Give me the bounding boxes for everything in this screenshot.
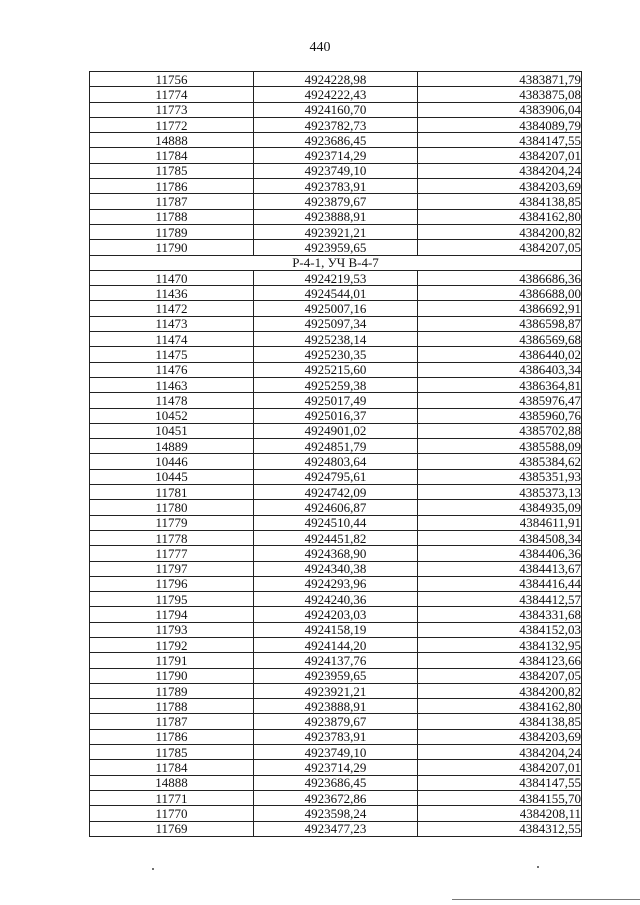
point-id-cell: 11774 [90, 87, 254, 102]
y-coordinate-cell: 4384207,01 [418, 760, 582, 775]
x-coordinate-cell: 4923749,10 [254, 745, 418, 760]
y-coordinate-cell: 4384162,80 [418, 699, 582, 714]
y-coordinate-cell: 4386598,87 [418, 316, 582, 331]
table-row [90, 423, 582, 438]
x-coordinate-cell: 4924510,44 [254, 515, 418, 530]
table-row [90, 72, 582, 87]
table-row [90, 163, 582, 178]
y-coordinate-cell: 4384207,01 [418, 148, 582, 163]
point-id-cell: 11773 [90, 102, 254, 117]
table-row [90, 530, 582, 545]
y-coordinate-cell: 4384147,55 [418, 775, 582, 790]
table-row [90, 393, 582, 408]
y-coordinate-cell: 4385588,09 [418, 439, 582, 454]
x-coordinate-cell: 4923672,86 [254, 790, 418, 805]
point-id-cell: 11476 [90, 362, 254, 377]
y-coordinate-cell: 4386692,91 [418, 301, 582, 316]
point-id-cell: 11796 [90, 576, 254, 591]
table-row [90, 775, 582, 790]
point-id-cell: 11788 [90, 209, 254, 224]
point-id-cell: 14888 [90, 775, 254, 790]
table-row [90, 316, 582, 331]
x-coordinate-cell: 4923686,45 [254, 775, 418, 790]
y-coordinate-cell: 4384138,85 [418, 714, 582, 729]
point-id-cell: 11780 [90, 500, 254, 515]
point-id-cell: 11792 [90, 637, 254, 652]
y-coordinate-cell: 4386688,00 [418, 286, 582, 301]
point-id-cell: 11784 [90, 148, 254, 163]
table-row [90, 332, 582, 347]
point-id-cell: 11785 [90, 163, 254, 178]
x-coordinate-cell: 4923714,29 [254, 148, 418, 163]
y-coordinate-cell: 4384147,55 [418, 133, 582, 148]
table-row [90, 760, 582, 775]
table-row [90, 469, 582, 484]
point-id-cell: 10452 [90, 408, 254, 423]
y-coordinate-cell: 4384412,57 [418, 592, 582, 607]
table-row [90, 806, 582, 821]
y-coordinate-cell: 4385702,88 [418, 423, 582, 438]
table-row [90, 362, 582, 377]
table-row [90, 668, 582, 683]
point-id-cell: 11771 [90, 790, 254, 805]
point-id-cell: 11793 [90, 622, 254, 637]
x-coordinate-cell: 4924368,90 [254, 546, 418, 561]
section-title: Р-4-1, УЧ В-4-7 [90, 255, 582, 270]
point-id-cell: 11756 [90, 72, 254, 87]
x-coordinate-cell: 4923879,67 [254, 194, 418, 209]
y-coordinate-cell: 4384200,82 [418, 683, 582, 698]
y-coordinate-cell: 4384204,24 [418, 745, 582, 760]
y-coordinate-cell: 4384935,09 [418, 500, 582, 515]
table-row [90, 729, 582, 744]
table-row [90, 377, 582, 392]
point-id-cell: 11470 [90, 270, 254, 285]
y-coordinate-cell: 4384413,67 [418, 561, 582, 576]
x-coordinate-cell: 4923959,65 [254, 240, 418, 255]
y-coordinate-cell: 4384312,55 [418, 821, 582, 836]
table-row [90, 102, 582, 117]
point-id-cell: 11472 [90, 301, 254, 316]
x-coordinate-cell: 4924228,98 [254, 72, 418, 87]
x-coordinate-cell: 4924742,09 [254, 485, 418, 500]
y-coordinate-cell: 4384208,11 [418, 806, 582, 821]
x-coordinate-cell: 4924803,64 [254, 454, 418, 469]
y-coordinate-cell: 4386403,34 [418, 362, 582, 377]
coordinates-table [89, 71, 582, 837]
x-coordinate-cell: 4923686,45 [254, 133, 418, 148]
point-id-cell: 11777 [90, 546, 254, 561]
x-coordinate-cell: 4924158,19 [254, 622, 418, 637]
table-row [90, 607, 582, 622]
table-row [90, 500, 582, 515]
point-id-cell: 11770 [90, 806, 254, 821]
x-coordinate-cell: 4924451,82 [254, 530, 418, 545]
x-coordinate-cell: 4924160,70 [254, 102, 418, 117]
y-coordinate-cell: 4386440,02 [418, 347, 582, 362]
y-coordinate-cell: 4386569,68 [418, 332, 582, 347]
point-id-cell: 11794 [90, 607, 254, 622]
point-id-cell: 14888 [90, 133, 254, 148]
table-row [90, 209, 582, 224]
point-id-cell: 11787 [90, 714, 254, 729]
point-id-cell: 11475 [90, 347, 254, 362]
table-row [90, 286, 582, 301]
scan-speck [152, 868, 154, 870]
x-coordinate-cell: 4923959,65 [254, 668, 418, 683]
x-coordinate-cell: 4924222,43 [254, 87, 418, 102]
x-coordinate-cell: 4923714,29 [254, 760, 418, 775]
x-coordinate-cell: 4925017,49 [254, 393, 418, 408]
y-coordinate-cell: 4385960,76 [418, 408, 582, 423]
point-id-cell: 11474 [90, 332, 254, 347]
point-id-cell: 11779 [90, 515, 254, 530]
y-coordinate-cell: 4384132,95 [418, 637, 582, 652]
table-row [90, 745, 582, 760]
x-coordinate-cell: 4923888,91 [254, 699, 418, 714]
y-coordinate-cell: 4384508,34 [418, 530, 582, 545]
x-coordinate-cell: 4925007,16 [254, 301, 418, 316]
table-row [90, 408, 582, 423]
page-number: 440 [309, 40, 331, 55]
y-coordinate-cell: 4385351,93 [418, 469, 582, 484]
x-coordinate-cell: 4924293,96 [254, 576, 418, 591]
table-row [90, 653, 582, 668]
y-coordinate-cell: 4384207,05 [418, 240, 582, 255]
table-row [90, 133, 582, 148]
point-id-cell: 11784 [90, 760, 254, 775]
y-coordinate-cell: 4384155,70 [418, 790, 582, 805]
point-id-cell: 10451 [90, 423, 254, 438]
y-coordinate-cell: 4384406,36 [418, 546, 582, 561]
table-row [90, 194, 582, 209]
x-coordinate-cell: 4924144,20 [254, 637, 418, 652]
table-row [90, 485, 582, 500]
point-id-cell: 11436 [90, 286, 254, 301]
x-coordinate-cell: 4923921,21 [254, 683, 418, 698]
x-coordinate-cell: 4923921,21 [254, 224, 418, 239]
x-coordinate-cell: 4923782,73 [254, 117, 418, 132]
x-coordinate-cell: 4924340,38 [254, 561, 418, 576]
x-coordinate-cell: 4925230,35 [254, 347, 418, 362]
y-coordinate-cell: 4384416,44 [418, 576, 582, 591]
table-row [90, 592, 582, 607]
y-coordinate-cell: 4383906,04 [418, 102, 582, 117]
x-coordinate-cell: 4924137,76 [254, 653, 418, 668]
table-row [90, 561, 582, 576]
table-row [90, 224, 582, 239]
point-id-cell: 11778 [90, 530, 254, 545]
x-coordinate-cell: 4924851,79 [254, 439, 418, 454]
table-row [90, 454, 582, 469]
y-coordinate-cell: 4384162,80 [418, 209, 582, 224]
table-row [90, 117, 582, 132]
point-id-cell: 10445 [90, 469, 254, 484]
table-row [90, 148, 582, 163]
table-row [90, 576, 582, 591]
table-row [90, 699, 582, 714]
y-coordinate-cell: 4384331,68 [418, 607, 582, 622]
y-coordinate-cell: 4383871,79 [418, 72, 582, 87]
scan-edge-line [452, 899, 640, 900]
x-coordinate-cell: 4923783,91 [254, 179, 418, 194]
y-coordinate-cell: 4385373,13 [418, 485, 582, 500]
y-coordinate-cell: 4384204,24 [418, 163, 582, 178]
table-row [90, 637, 582, 652]
y-coordinate-cell: 4384203,69 [418, 179, 582, 194]
x-coordinate-cell: 4925097,34 [254, 316, 418, 331]
table-row [90, 270, 582, 285]
x-coordinate-cell: 4923598,24 [254, 806, 418, 821]
table-row [90, 622, 582, 637]
table-row [90, 790, 582, 805]
y-coordinate-cell: 4384123,66 [418, 653, 582, 668]
table-row [90, 179, 582, 194]
point-id-cell: 11789 [90, 683, 254, 698]
y-coordinate-cell: 4384203,69 [418, 729, 582, 744]
y-coordinate-cell: 4384138,85 [418, 194, 582, 209]
x-coordinate-cell: 4924219,53 [254, 270, 418, 285]
x-coordinate-cell: 4923749,10 [254, 163, 418, 178]
point-id-cell: 10446 [90, 454, 254, 469]
table-row [90, 546, 582, 561]
point-id-cell: 11797 [90, 561, 254, 576]
point-id-cell: 11463 [90, 377, 254, 392]
scan-speck [537, 866, 539, 868]
point-id-cell: 11786 [90, 179, 254, 194]
x-coordinate-cell: 4924240,36 [254, 592, 418, 607]
x-coordinate-cell: 4923783,91 [254, 729, 418, 744]
x-coordinate-cell: 4925238,14 [254, 332, 418, 347]
table-row [90, 515, 582, 530]
table-row [90, 683, 582, 698]
point-id-cell: 11781 [90, 485, 254, 500]
x-coordinate-cell: 4923879,67 [254, 714, 418, 729]
x-coordinate-cell: 4924606,87 [254, 500, 418, 515]
table-row [90, 714, 582, 729]
point-id-cell: 11795 [90, 592, 254, 607]
y-coordinate-cell: 4386686,36 [418, 270, 582, 285]
point-id-cell: 11769 [90, 821, 254, 836]
x-coordinate-cell: 4925016,37 [254, 408, 418, 423]
y-coordinate-cell: 4384200,82 [418, 224, 582, 239]
table-row [90, 240, 582, 255]
table-row [90, 821, 582, 836]
x-coordinate-cell: 4924795,61 [254, 469, 418, 484]
y-coordinate-cell: 4384207,05 [418, 668, 582, 683]
x-coordinate-cell: 4923888,91 [254, 209, 418, 224]
section-row [90, 255, 582, 270]
y-coordinate-cell: 4384611,91 [418, 515, 582, 530]
y-coordinate-cell: 4384089,79 [418, 117, 582, 132]
y-coordinate-cell: 4384152,03 [418, 622, 582, 637]
x-coordinate-cell: 4923477,23 [254, 821, 418, 836]
point-id-cell: 11790 [90, 668, 254, 683]
point-id-cell: 11786 [90, 729, 254, 744]
point-id-cell: 11788 [90, 699, 254, 714]
y-coordinate-cell: 4386364,81 [418, 377, 582, 392]
table-row [90, 347, 582, 362]
x-coordinate-cell: 4924901,02 [254, 423, 418, 438]
x-coordinate-cell: 4925259,38 [254, 377, 418, 392]
point-id-cell: 11478 [90, 393, 254, 408]
point-id-cell: 11772 [90, 117, 254, 132]
point-id-cell: 11787 [90, 194, 254, 209]
y-coordinate-cell: 4383875,08 [418, 87, 582, 102]
point-id-cell: 14889 [90, 439, 254, 454]
x-coordinate-cell: 4924544,01 [254, 286, 418, 301]
point-id-cell: 11473 [90, 316, 254, 331]
x-coordinate-cell: 4924203,03 [254, 607, 418, 622]
table-row [90, 439, 582, 454]
point-id-cell: 11791 [90, 653, 254, 668]
table-row [90, 301, 582, 316]
point-id-cell: 11789 [90, 224, 254, 239]
y-coordinate-cell: 4385384,62 [418, 454, 582, 469]
x-coordinate-cell: 4925215,60 [254, 362, 418, 377]
coordinates-table-body [90, 72, 582, 837]
point-id-cell: 11785 [90, 745, 254, 760]
point-id-cell: 11790 [90, 240, 254, 255]
table-row [90, 87, 582, 102]
y-coordinate-cell: 4385976,47 [418, 393, 582, 408]
